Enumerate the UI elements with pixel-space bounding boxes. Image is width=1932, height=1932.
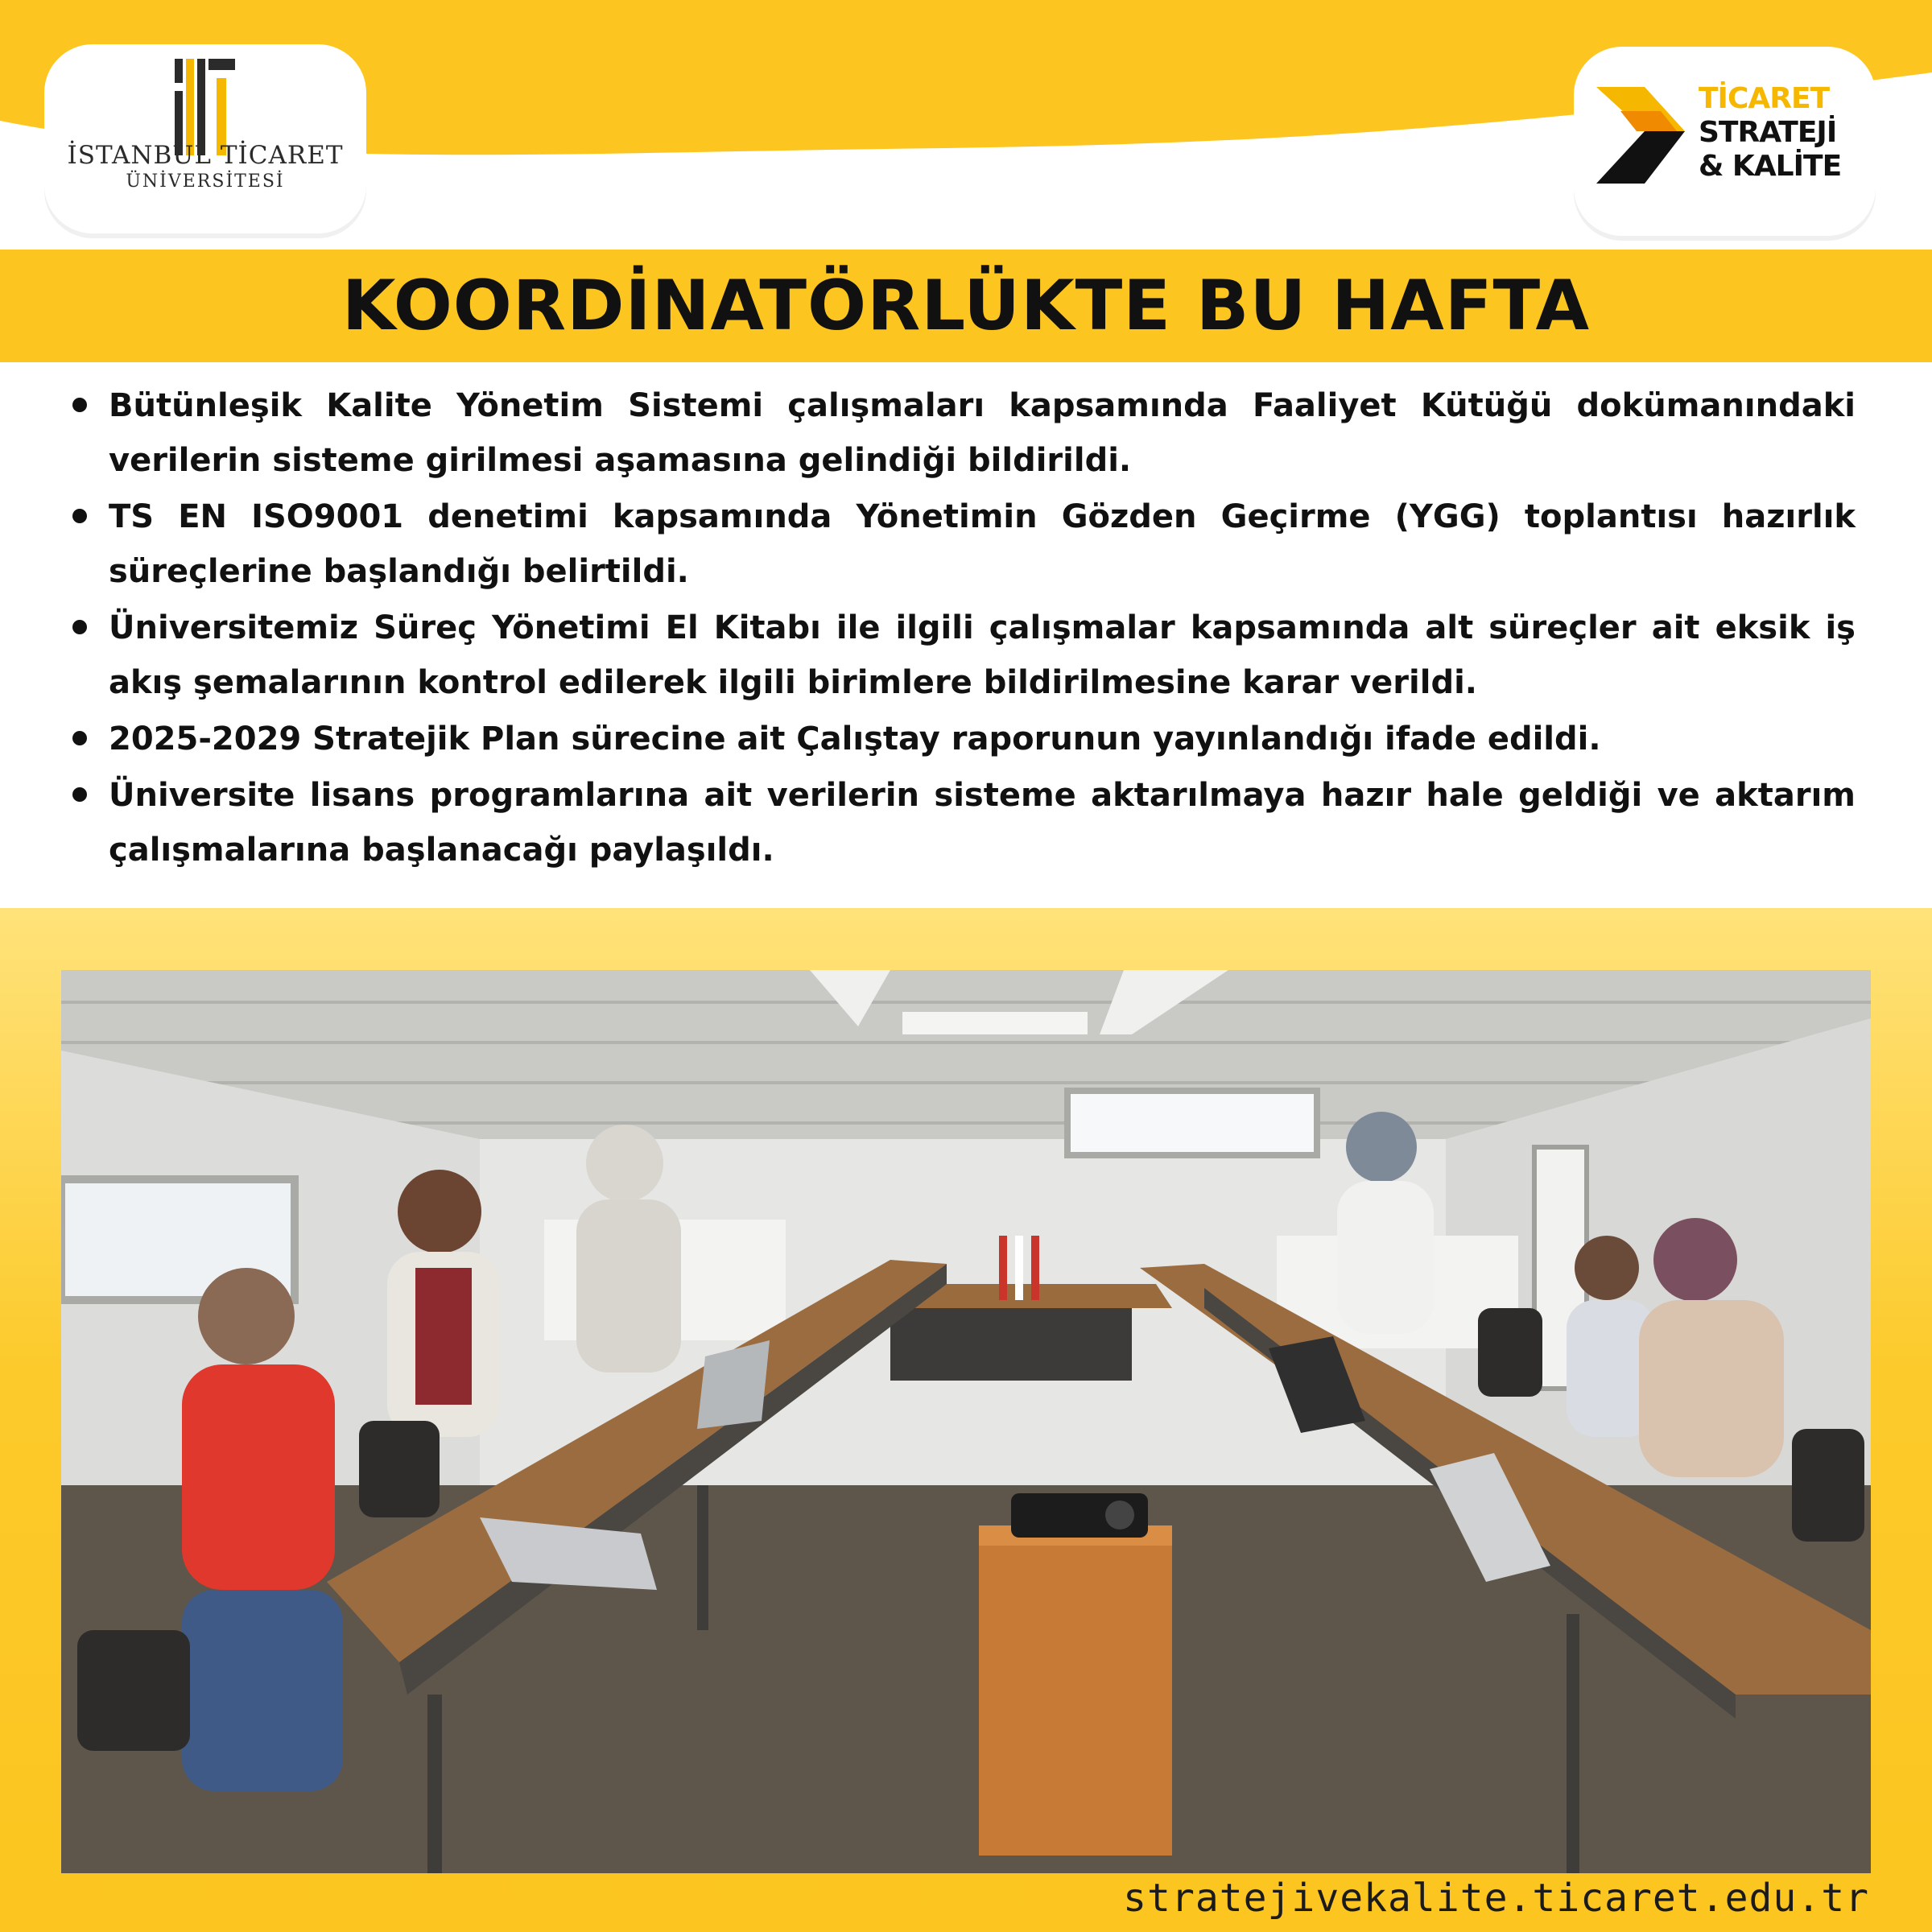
title-bar [0, 250, 1932, 362]
news-item: Üniversite lisans programlarına ait verilerin sisteme aktarılmaya hazır hale geldiği ve aktarım çalışmalarına başlanacağı paylaşıldı. [72, 768, 1856, 877]
logo-university-subname: ÜNİVERSİTESİ [126, 171, 285, 192]
meeting-room-illustration [61, 970, 1871, 1873]
meeting-photo [61, 970, 1871, 1873]
news-item: Üniversitemiz Süreç Yönetimi El Kitabı ile ilgili çalışmalar kapsamında alt süreçler ait eksik iş akış şemalarının kontrol edilerek ilgili birimlere bildirilmesine karar verildi. [72, 601, 1856, 710]
logo-university-name: İSTANBUL TİCARET [67, 141, 344, 170]
ticaret-strateji-kalite-logo[interactable] [1574, 47, 1876, 236]
logo-line-kalite: & KALİTE [1699, 150, 1842, 183]
logo-line-strateji: STRATEJİ [1699, 116, 1837, 149]
istanbul-ticaret-logo[interactable] [44, 44, 366, 233]
website-url[interactable]: stratejivekalite.ticaret.edu.tr [1123, 1876, 1869, 1921]
news-item: Bütünleşik Kalite Yönetim Sistemi çalışmaları kapsamında Faaliyet Kütüğü dokümanındaki verilerin sisteme girilmesi aşamasına gelindiği bildirildi. [72, 378, 1856, 488]
logo-line-ticaret: TİCARET [1699, 82, 1830, 115]
chevron-arrow-icon [1596, 87, 1693, 184]
news-list [72, 378, 1856, 879]
page-title: KOORDİNATÖRLÜKTE BU HAFTA [341, 266, 1591, 346]
news-item: 2025-2029 Stratejik Plan sürecine ait Çalıştay raporunun yayınlandığı ifade edildi. [72, 712, 1856, 766]
news-item: TS EN ISO9001 denetimi kapsamında Yönetimin Gözden Geçirme (YGG) toplantısı hazırlık süreçlerine başlandığı belirtildi. [72, 489, 1856, 599]
